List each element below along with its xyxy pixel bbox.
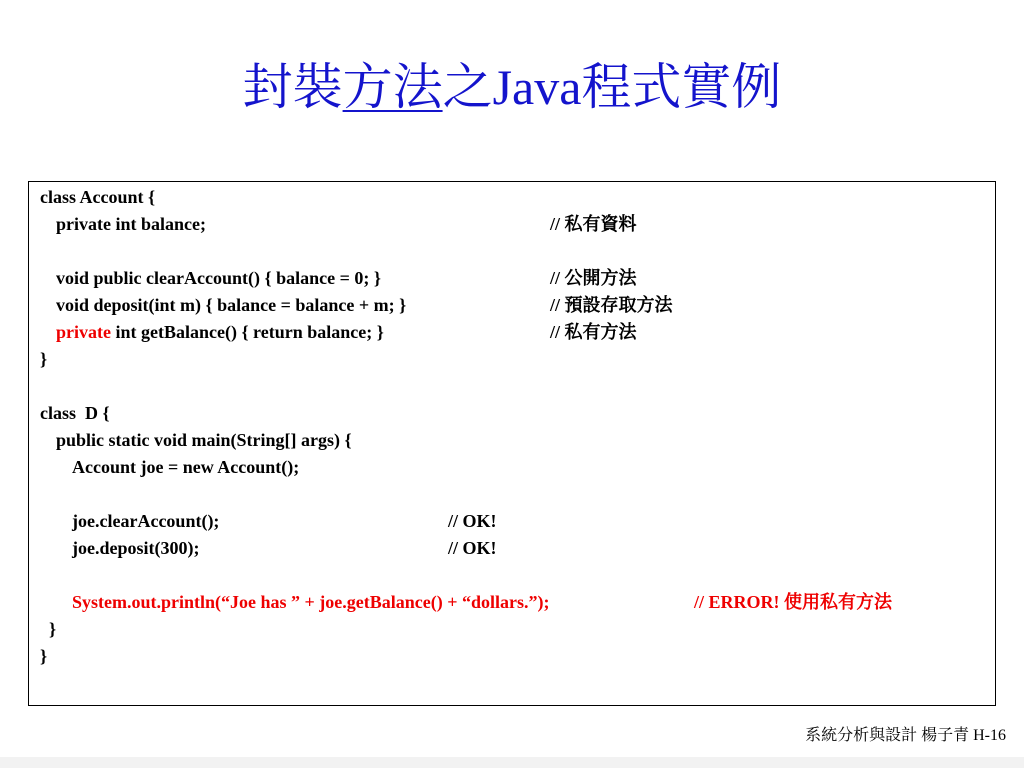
- code-text: }: [49, 619, 57, 639]
- code-text: void public clearAccount() { balance = 0; }: [56, 268, 381, 288]
- code-comment: // ERROR! 使用私有方法: [694, 592, 892, 612]
- code-comment: // OK!: [448, 511, 497, 531]
- code-text: System.out.println(“Joe has ” + joe.getBalance() + “dollars.”);: [72, 592, 550, 612]
- title-part-1: 封裝: [242, 59, 343, 115]
- code-text: class D {: [40, 403, 110, 423]
- code-comment: // 私有方法: [550, 322, 637, 342]
- slide-title: [0, 52, 1024, 122]
- code-comment: // 公開方法: [550, 268, 637, 288]
- code-text: joe.clearAccount();: [72, 511, 220, 531]
- private-keyword: private: [56, 322, 111, 342]
- code-text-group: [56, 319, 384, 346]
- code-text: joe.deposit(300);: [72, 538, 200, 558]
- code-comment: // 預設存取方法: [550, 295, 673, 315]
- code-text: public static void main(String[] args) {: [56, 430, 352, 450]
- code-comment: // 私有資料: [550, 214, 637, 234]
- code-text: Account joe = new Account();: [72, 457, 300, 477]
- code-box: [28, 181, 996, 706]
- code-text: void deposit(int m) { balance = balance + m; }: [56, 295, 407, 315]
- title-part-3: 之Java程式實例: [442, 59, 782, 115]
- code-text: }: [40, 349, 48, 369]
- code-text: }: [40, 646, 48, 666]
- code-text: class Account {: [40, 187, 156, 207]
- code-comment: // OK!: [448, 538, 497, 558]
- code-text: int getBalance() { return balance; }: [110, 322, 384, 342]
- slide-footer: 系統分析與設計 楊子青 H-16: [805, 727, 1006, 744]
- bottom-band: [0, 757, 1024, 768]
- code-text: private int balance;: [56, 214, 206, 234]
- title-part-2-underlined: 方法: [342, 59, 443, 115]
